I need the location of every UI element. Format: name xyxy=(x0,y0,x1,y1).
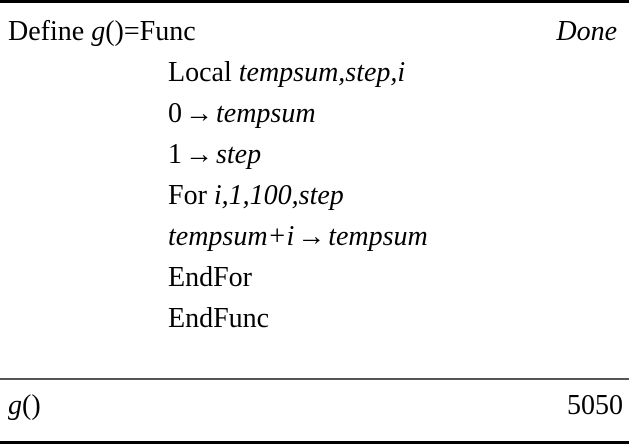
endfor-keyword: EndFor xyxy=(168,262,252,293)
function-name: g xyxy=(91,16,106,47)
program-definition-block[interactable] xyxy=(0,3,629,378)
equals-sign: = xyxy=(123,16,140,47)
accumulate-expression: tempsum+i xyxy=(168,221,295,252)
store-arrow-icon: → xyxy=(185,98,213,129)
divider-middle xyxy=(0,378,629,380)
assign-target-step: step xyxy=(216,139,262,170)
store-arrow-icon: → xyxy=(297,221,326,252)
accumulate-target: tempsum xyxy=(328,221,428,252)
status-done: Done xyxy=(556,16,617,47)
assign-target-tempsum: tempsum xyxy=(216,98,316,129)
evaluation-input[interactable] xyxy=(8,390,41,422)
program-line-local[interactable] xyxy=(8,52,621,93)
assign-value-zero: 0 xyxy=(168,98,182,129)
evaluation-row[interactable] xyxy=(0,382,629,441)
program-line-accumulate[interactable] xyxy=(8,216,621,257)
define-keyword: Define xyxy=(8,16,85,47)
define-header-line[interactable] xyxy=(8,11,621,52)
evaluation-parens: () xyxy=(22,390,41,421)
program-line-for[interactable] xyxy=(8,175,621,216)
program-line-endfunc[interactable] xyxy=(8,298,621,339)
assign-value-one: 1 xyxy=(168,139,182,170)
for-keyword: For xyxy=(168,180,207,211)
for-arguments: i,1,100,step xyxy=(213,180,344,211)
evaluation-result: 5050 xyxy=(567,390,623,421)
func-keyword: Func xyxy=(139,16,196,47)
program-line-endfor[interactable] xyxy=(8,257,621,298)
store-arrow-icon: → xyxy=(185,139,213,170)
endfunc-keyword: EndFunc xyxy=(168,303,270,334)
local-keyword: Local xyxy=(168,57,232,88)
local-variables: tempsum,step,i xyxy=(238,57,406,88)
program-line-assign-tempsum[interactable] xyxy=(8,93,621,134)
evaluation-function-name: g xyxy=(8,390,22,421)
program-line-assign-step[interactable] xyxy=(8,134,621,175)
function-parens: () xyxy=(105,16,124,47)
